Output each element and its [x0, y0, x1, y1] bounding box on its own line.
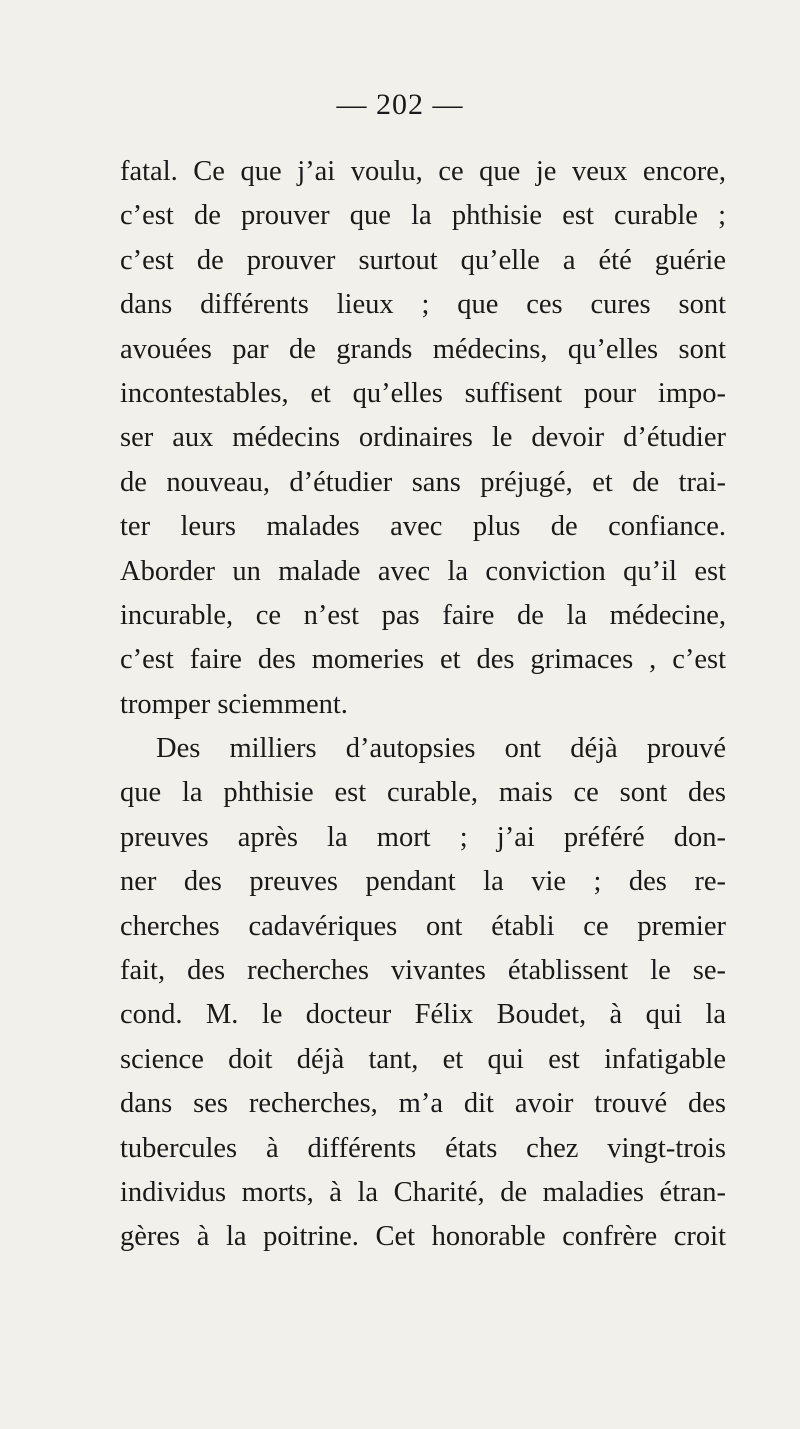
text-line: ter leurs malades avec plus de confiance.: [120, 511, 726, 543]
text-line: tubercules à différents états chez vingt-trois: [120, 1132, 726, 1164]
text-line: science doit déjà tant, et qui est infatigable: [120, 1043, 726, 1075]
text-line: fait, des recherches vivantes établissent le se-: [120, 955, 726, 987]
text-line: c’est de prouver que la phthisie est curable ;: [120, 200, 726, 232]
text-line: avouées par de grands médecins, qu’elles sont: [120, 333, 726, 365]
text-line: c’est de prouver surtout qu’elle a été guérie: [120, 244, 726, 276]
body-text: [120, 150, 726, 1260]
text-line: gères à la poitrine. Cet honorable confrère croit: [120, 1221, 726, 1253]
text-line: cherches cadavériques ont établi ce premier: [120, 910, 726, 942]
text-line: ser aux médecins ordinaires le devoir d’étudier: [120, 422, 726, 454]
paragraph-start-line: Des milliers d’autopsies ont déjà prouvé: [156, 733, 726, 765]
text-line: ner des preuves pendant la vie ; des re-: [120, 866, 726, 898]
paragraph-end-line: tromper sciemment.: [120, 688, 348, 720]
text-line: preuves après la mort ; j’ai préféré don-: [120, 821, 726, 853]
text-line: de nouveau, d’étudier sans préjugé, et de trai-: [120, 466, 726, 498]
text-line: incurable, ce n’est pas faire de la médecine,: [120, 599, 726, 631]
text-line: c’est faire des momeries et des grimaces , c’est: [120, 644, 726, 676]
page-number: — 202 —: [336, 88, 464, 121]
text-line: incontestables, et qu’elles suffisent pour impo-: [120, 377, 726, 409]
text-line: dans ses recherches, m’a dit avoir trouvé des: [120, 1088, 726, 1120]
text-line: Aborder un malade avec la conviction qu’il est: [120, 555, 726, 587]
text-line: dans différents lieux ; que ces cures sont: [120, 289, 726, 321]
text-line: fatal. Ce que j’ai voulu, ce que je veux encore,: [120, 156, 726, 187]
text-line: individus morts, à la Charité, de maladies étran-: [120, 1176, 726, 1208]
text-line: cond. M. le docteur Félix Boudet, à qui la: [120, 999, 726, 1031]
text-line: que la phthisie est curable, mais ce sont des: [120, 777, 726, 809]
